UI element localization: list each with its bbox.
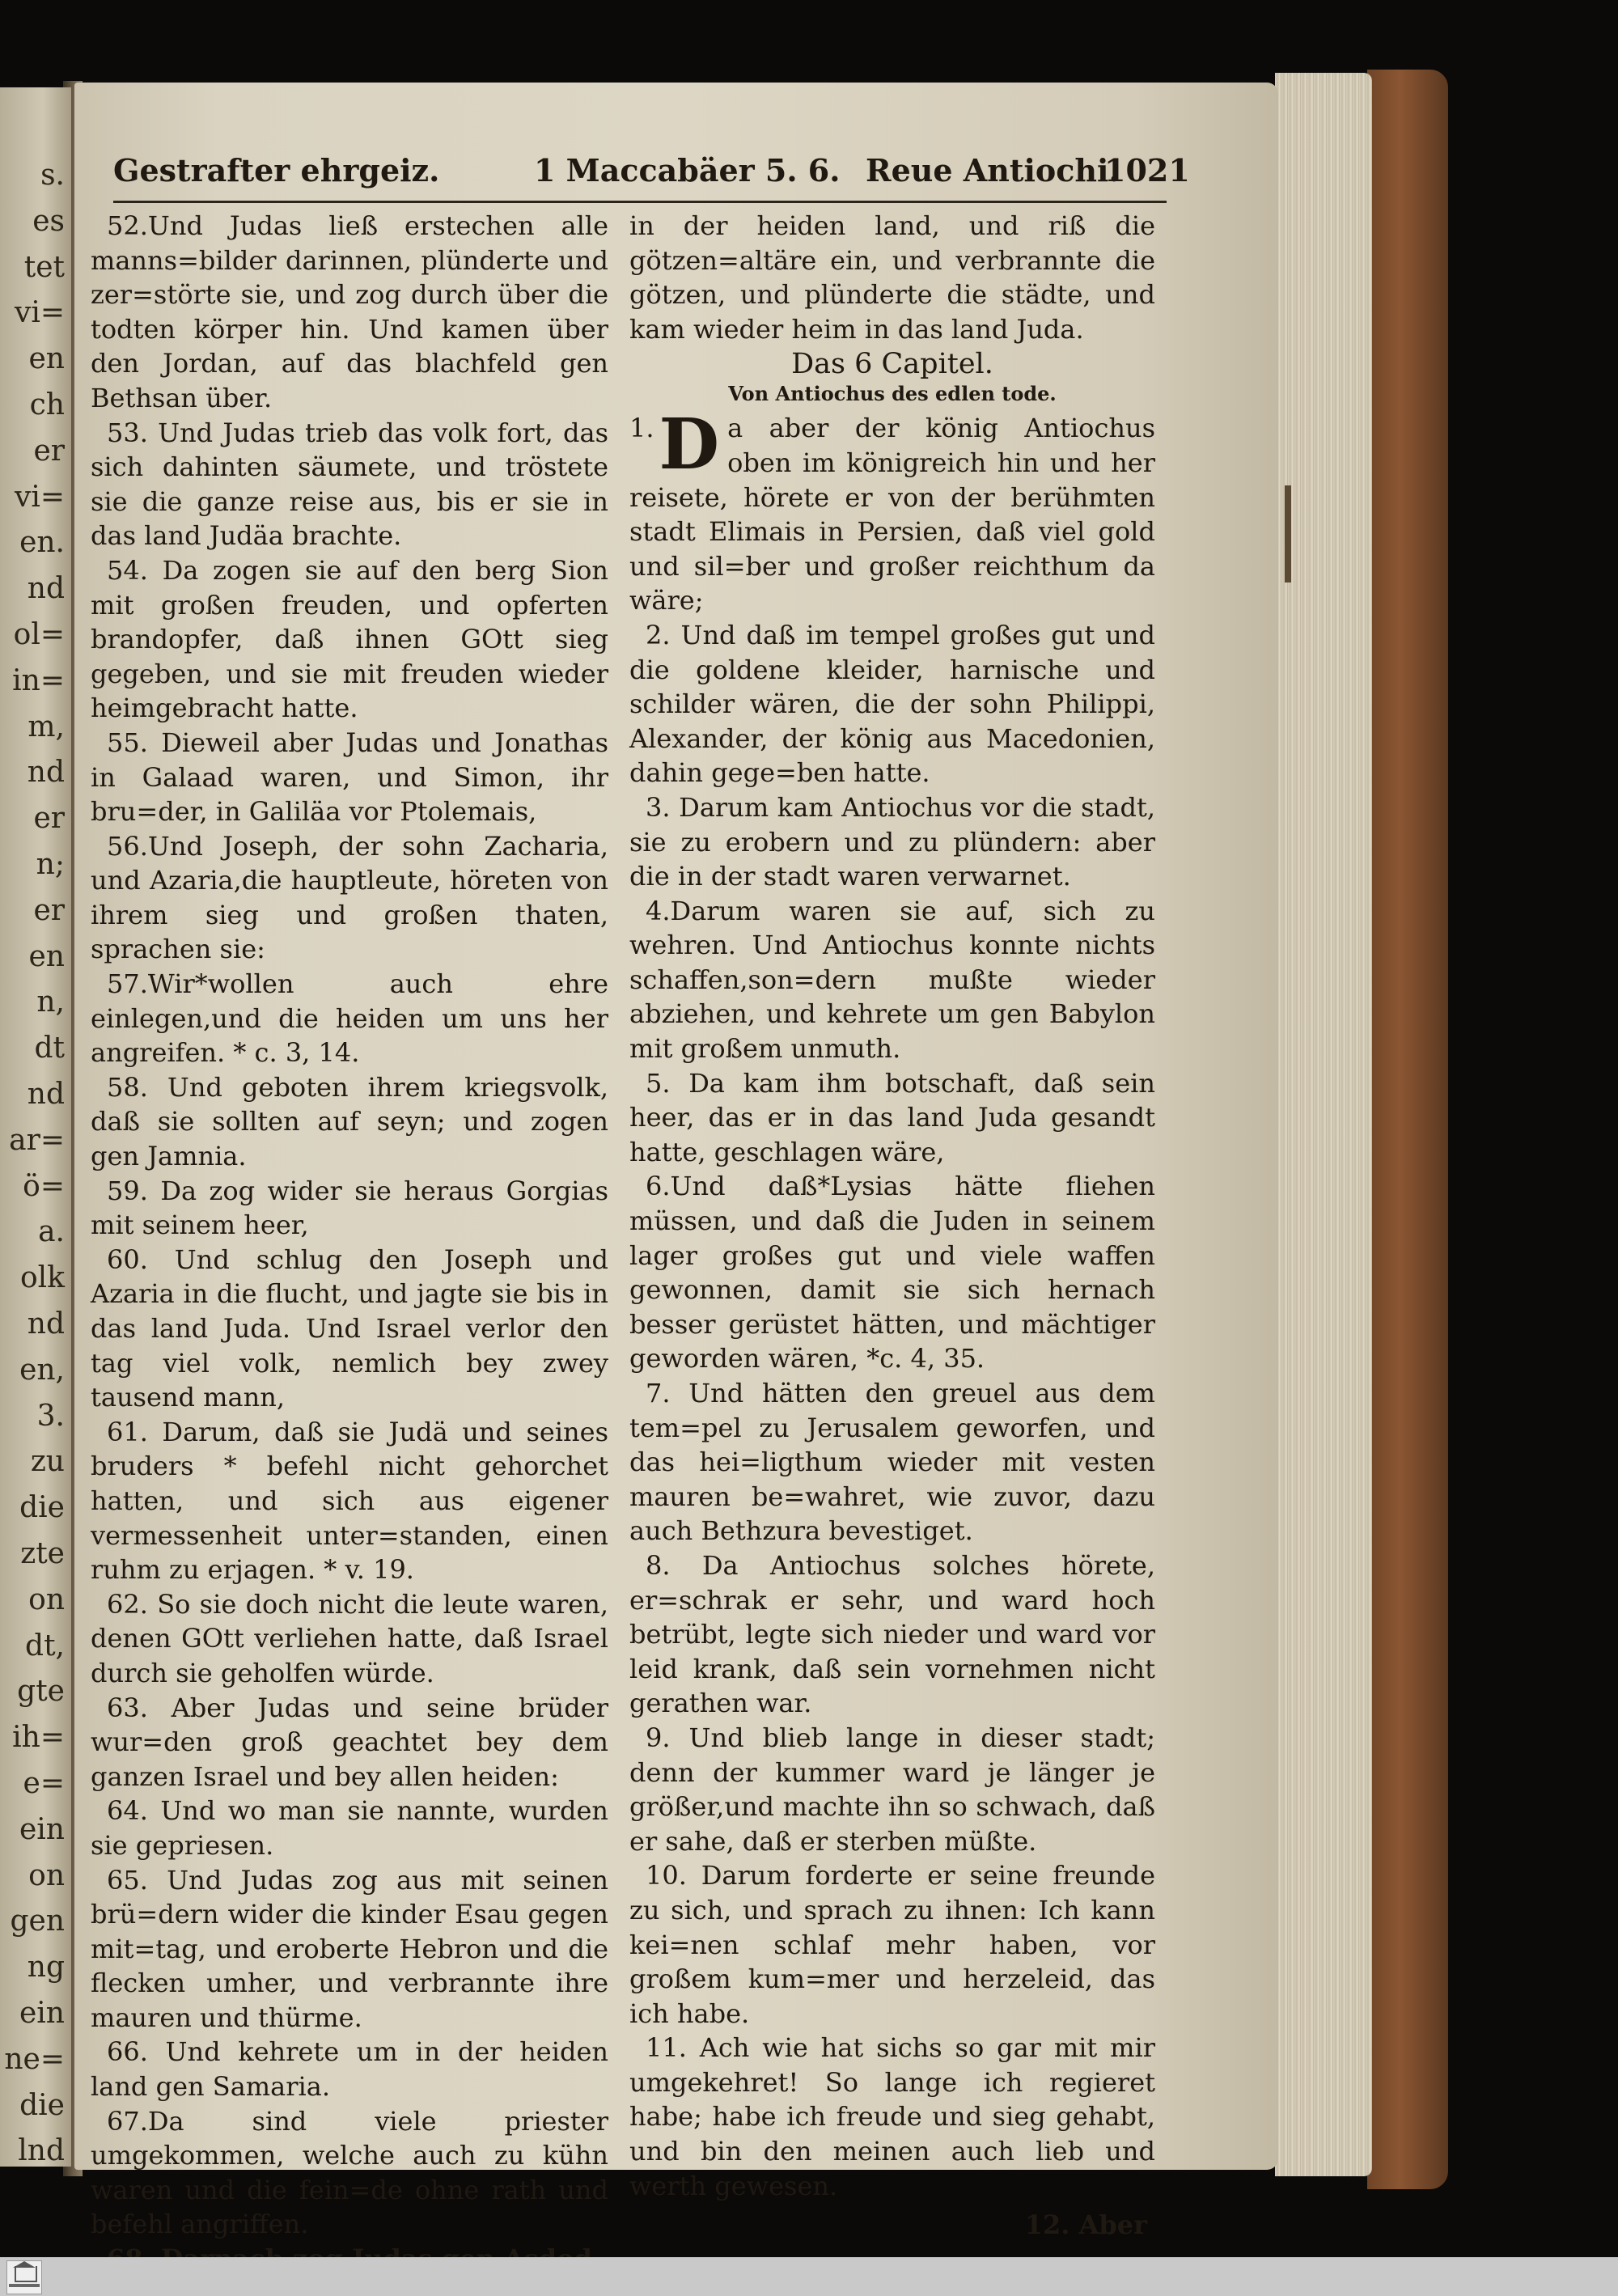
left-page-fragment: e= [23,1767,65,1800]
left-page-fragment: nd [27,1078,65,1111]
right-text-column [629,209,1155,2243]
page-fore-edges [1275,73,1372,2176]
verse-6: 6.Und daß*Lysias hätte fliehen müssen, und daß die Juden in seinem lager großes gut und viele waffen gewonnen, damit sie sich hernach besser gerüstet hätten, und mächtiger geworden wären, *c. 4, 35. [629,1171,1155,1375]
left-page-fragment: 3. [36,1399,65,1433]
left-page-fragment: ch [29,388,65,421]
verse-1 [629,404,1155,618]
verse-9: 9. Und blieb lange in dieser stadt; denn der kummer ward je länger je größer,und machte ihn so schwach, daß er sahe, daß er sterben müßte. [629,1722,1155,1857]
left-page-fragment: gte [17,1675,65,1709]
left-page-fragment: s. [40,159,65,192]
left-page-fragment: ein [19,1997,65,2030]
book-cover-edge [1367,70,1448,2189]
verse-64: 64. Und wo man sie nannte, wurden sie gepriesen. [91,1795,608,1861]
running-header [113,152,1190,201]
left-page-fragment: die [19,2088,65,2122]
logo-label-bar [9,2284,40,2287]
left-page-fragment: er [33,802,65,836]
left-page-fragment: en [28,342,65,376]
verse-58: 58. Und geboten ihrem kriegsvolk, daß sie sollten auf seyn; und zogen gen Jamnia. [91,1071,608,1172]
left-page-fragment: n, [36,985,65,1019]
verse-61: 61. Darum, daß sie Judä und seines bruders * befehl nicht gehorchet hatten, und sich aus eigener vermessenheit unter=standen, einen ruhm zu erjagen. * v. 19. [91,1416,608,1586]
left-page-fragment: die [19,1491,65,1525]
left-page-fragment: es [32,204,65,238]
left-page-fragment: lnd [18,2134,65,2167]
catchword: 12. Aber [1024,2209,1147,2241]
verse-65: 65. Und Judas zog aus mit seinen brü=dern wider die kinder Esau gegen mit=tag, und eroberte Hebron und die flecken umher, und verbrannte ihre mauren und thürme. [91,1864,608,2033]
left-page-fragment: dt, [25,1629,65,1663]
left-page-fragment: a. [38,1215,65,1249]
left-page-fragment: gen [10,1904,65,1938]
verse-66: 66. Und kehrete um in der heiden land gen Samaria. [91,2036,608,2103]
left-text-column [91,209,608,2277]
verse-53: 53. Und Judas trieb das volk fort, das sich dahinten säumete, und tröstete sie die ganze reise aus, bis er sie in das land Judäa brachte. [91,417,608,552]
verse-60: 60. Und schlug den Joseph und Azaria in die flucht, und jagte sie bis in das land Juda. Und Israel verlor den tag viel volk, nemlich bey zwey tausend mann, [91,1243,608,1413]
logo-building-shape [15,2266,37,2282]
header-book-reference: 1 Maccabäer 5. 6. [534,152,841,189]
left-page-fragment: ar= [9,1123,65,1157]
left-page-fragment: on [28,1858,65,1892]
left-page-fragment: dt [34,1032,65,1065]
verse-4: 4.Darum waren sie auf, sich zu wehren. Und Antiochus konnte nichts schaffen,son=dern mußte wieder abziehen, und kehrete um gen Babylon mit großem unmuth. [629,895,1155,1065]
left-page-fragment: en. [19,526,65,560]
verse-67: 67.Da sind viele priester umgekommen, welche auch zu kühn waren und die fein=de ohne rath und befehl angriffen. [91,2105,608,2240]
left-page-fragment: m, [28,710,65,743]
left-page-fragment: ih= [12,1721,65,1755]
left-page-fragment: en [28,939,65,973]
verse-7: 7. Und hätten den greuel aus dem tem=pel zu Jerusalem geworfen, und das hei=ligthum wieder mit vesten mauren be=wahret, wie zuvor, dazu auch Bethzura bevestiget. [629,1378,1155,1547]
verse-2: 2. Und daß im tempel großes gut und die goldene kleider, harnische und schilder wären, die der sohn Philippi, Alexander, der könig aus Macedonien, dahin gege=ben hatte. [629,619,1155,789]
verse-57: 57.Wir*wollen auch ehre einlegen,und die heiden um uns her angreifen. * c. 3, 14. [91,968,608,1069]
verse-10: 10. Darum forderte er seine freunde zu sich, und sprach zu ihnen: Ich kann kei=nen schlaf mehr haben, vor großem kum=mer und herzeleid, das ich habe. [629,1860,1155,2029]
left-page-fragment: zu [30,1445,65,1479]
left-page-fragment: nd [27,756,65,790]
header-rule [113,201,1167,203]
left-page-fragment: on [28,1582,65,1616]
left-page-fragment: ö= [23,1169,65,1203]
drop-cap-initial: D [659,404,720,486]
previous-page-edge [0,87,71,2167]
chapter-summary: Von Antiochus des edlen tode. [728,382,1057,406]
verse-11: 11. Ach wie hat sichs so gar mit mir umgekehret! So lange ich regieret habe; habe ich freude und sieg gehabt, und bin den meinen auch lieb und werth gewesen. [629,2032,1155,2201]
verse-54: 54. Da zogen sie auf den berg Sion mit großen freuden, und opferten brandopfer, daß ihnen GOtt sieg gegeben, und sie mit freuden wieder heimgebracht hatte. [91,554,608,724]
header-right-title: Reue Antiochi. [866,152,1120,189]
verse-62: 62. So sie doch nicht die leute waren, denen GOtt verliehen hatte, daß Israel durch sie geholfen würde. [91,1588,608,1688]
verse-8: 8. Da Antiochus solches hörete, er=schrak er sehr, und ward hoch betrübt, legte sich nieder und ward vor leid krank, daß sein vornehmen nicht gerathen war. [629,1549,1155,1719]
left-page-fragment: ng [27,1951,65,1985]
verse-continuation: in der heiden land, und riß die götzen=altäre ein, und verbrannte die götzen, und plünderte die städte, und kam wieder heim in das land Juda. [629,210,1155,345]
left-page-fragment: vi= [14,296,65,330]
viewer-bottom-bar [0,2257,1618,2296]
left-page-fragment: in= [12,663,65,697]
left-page-fragment: olk [19,1261,65,1295]
left-page-fragment: er [33,434,65,468]
verse-3: 3. Darum kam Antiochus vor die stadt, sie zu erobern und zu plündern: aber die in der stadt waren verwarnet. [629,791,1155,892]
left-page-fragment: n; [36,848,65,881]
header-left-title: Gestrafter ehrgeiz. [113,152,440,189]
library-logo-icon [6,2260,42,2294]
left-page-fragment: en, [19,1353,65,1387]
verse-63: 63. Aber Judas und seine brüder wur=den groß geachtet bey dem ganzen Israel und bey allen heiden: [91,1692,608,1792]
left-page-fragment: ein [19,1812,65,1846]
left-page-fragment: tet [23,250,65,284]
left-page-fragment: nd [27,572,65,606]
verse-5: 5. Da kam ihm botschaft, daß sein heer, das er in das land Juda gesandt hatte, geschlagen wäre, [629,1067,1155,1167]
left-page-fragment: vi= [14,480,65,514]
verse-1-text: a aber der könig Antiochus oben im königreich hin und her reisete, hörete er von der berühmten stadt Elimais in Persien, daß viel gold und sil=ber und großer reichthum da wäre; [629,413,1155,616]
left-page-fragment: er [33,893,65,927]
verse-56: 56.Und Joseph, der sohn Zacharia, und Azaria,die hauptleute, höreten von ihrem sieg und großen thaten, sprachen sie: [91,830,608,965]
page-number: 1021 [1104,152,1190,189]
verse-55: 55. Dieweil aber Judas und Jonathas in Galaad waren, und Simon, ihr bru=der, in Galiläa vor Ptolemais, [91,727,608,828]
verse-52: 52.Und Judas ließ erstechen alle manns=bilder darinnen, plünderte und zer=störte sie, und zog durch über die todten körper hin. Und kamen über den Jordan, auf das blachfeld gen Bethsan über. [91,210,608,413]
left-page-fragment: zte [20,1537,65,1570]
verse-1-number: 1. [629,413,654,444]
bookmark-ribbon [1285,485,1291,582]
left-page-fragment: ne= [4,2042,65,2076]
left-page-fragment: nd [27,1307,65,1341]
verse-59: 59. Da zog wider sie heraus Gorgias mit seinem heer, [91,1175,608,1241]
chapter-title: Das 6 Capitel. [791,348,993,381]
left-page-fragment: ol= [13,618,65,651]
